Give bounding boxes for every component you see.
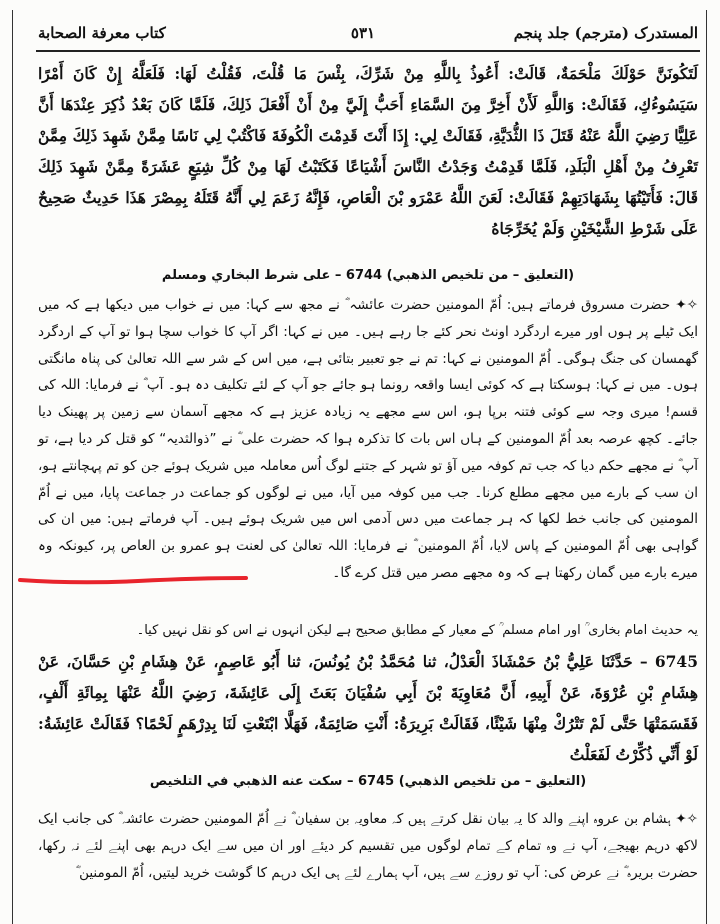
header-book-title: المستدرک (مترجم) جلد پنجم: [513, 24, 698, 42]
red-underline-annotation: [18, 575, 248, 585]
right-page-edge: [706, 10, 707, 924]
urdu-translation-6744: ✧✦ حضرت مسروق فرماتے ہیں: اُمّ المومنین حضرت عائشہ ؓ نے مجھ سے کہا: میں نے خواب میں دیکھا ہے کہ میں ایک ٹیلے پر ہوں اور میرے اردگرد اونٹ نحر کئے جا رہے ہیں۔ میں نے کہا: اگر آپ کا خواب سچا ہوا تو آپ کے اردگرد گھمسان کی جنگ ہوگی۔ اُمّ المومنین نے کہا: تم نے جو تعبیر بتائی ہے، میں اس کے شر سے اللہ تعالیٰ کی پناہ مانگتی ہوں۔ میں نے کہا: ہوسکتا ہے کہ کوئی ایسا واقعہ رونما ہو جائے جو آپ کے لئے تکلیف دہ ہو۔ آپ ؓ نے فرمایا: اللہ کی قسم! میری وجہ سے کوئی فتنہ برپا ہو، اس سے مجھے یہ زیادہ عزیز ہے کہ مجھے آسمان سے زمین پر پھینک دیا جائے۔ کچھ عرصہ بعد اُمّ المومنین کے ہاں اس بات کا تذکرہ ہوا کہ حضرت علی ؓ نے ”ذوالثدیہ“ کو قتل کر دیا ہے، تو آپ ؓ نے مجھے حکم دیا کہ جب تم کوفہ میں آؤ تو شہر کے جتنے لوگ اُس معاملہ میں شریک ہوئے جن کو تم پہچانتے ہو، ان سب کے بارے میں مجھے مطلع کرنا۔ جب میں کوفہ میں آیا، میں نے لوگوں کو جماعت در جماعت پایا، میں نے اُمّ المومنین کی جانب خط لکھا کہ ہر جماعت میں دس آدمی اس میں شریک ہوئے ہیں۔ آپ فرماتے ہیں: میں ان کی گواہی بھی اُمّ المومنین کے پاس لایا، اُمّ المومنین ؓ نے فرمایا: اللہ تعالیٰ کی لعنت ہو عمرو بن العاص پر، کیونکہ وہ میرے بارے میں گمان رکھتا ہے کہ وہ مجھے مصر میں قتل کرے گا۔: [38, 297, 698, 581]
urdu-authenticity-note: یہ حدیث امام بخاری ؒ اور امام مسلم ؒ کے معیار کے مطابق صحیح ہے لیکن انہوں نے اس کو نقل نہیں کیا۔: [136, 623, 698, 638]
page-number: ٥٣١: [350, 24, 376, 42]
left-page-edge: [12, 10, 13, 924]
urdu-translation-6745: ✧✦ ہشام بن عروہ اپنے والد کا یہ بیان نقل کرتے ہیں کہ معاویہ بن سفیان ؓ نے اُمّ المومنین حضرت عائشہ ؓ کی جانب ایک لاکھ درہم بھیجے، آپ نے وہ تمام کے تمام لوگوں میں تقسیم کر دیئے اور ان میں سے ایک درہم بھی اپنے لئے نہ رکھا، حضرت بریرہ ؓ نے عرض کی: آپ تو روزے سے ہیں، آپ ہمارے لئے ہی ایک درہم کا گوشت خرید لیتیں، اُمّ المومنین ؓ: [38, 811, 698, 881]
arabic-hadith-6745: 6745 – حَدَّثَنَا عَلِيُّ بْنُ حَمْشَاذَ الْعَدْلُ، ثنا مُحَمَّدُ بْنُ يُونُسَ، ثنا أَبُو عَاصِمٍ، عَنْ هِشَامِ بْنِ حَسَّانَ، عَنْ هِشَامِ بْنِ عُرْوَةَ، عَنْ أَبِيهِ، أَنَّ مُعَاوِيَةَ بْنَ أَبِي سُفْيَانَ بَعَثَ إِلَى عَائِشَةَ، رَضِيَ اللَّهُ عَنْهَا بِمِائَةِ أَلْفٍ، فَقَسَمَتْهَا حَتَّى لَمْ تَتْرُكْ مِنْهَا شَيْئًا، فَقَالَتْ بَرِيرَةُ: أَنْتِ صَائِمَةٌ، فَهَلَّا ابْتَعْتِ لَنَا بِدِرْهَمٍ لَحْمًا؟ فَقَالَتْ عَائِشَةُ: لَوْ أَنِّي ذُكِّرْتُ لَفَعَلْتُ: [38, 652, 698, 764]
header-chapter-title: کتاب معرفة الصحابة: [38, 24, 166, 42]
dhahabi-note-6745: (التعليق – من تلخيص الذهبي) 6745 – سكت عنه الذهبي في التلخيص: [149, 774, 587, 789]
arabic-hadith-6744: لَتَكُونَنَّ حَوْلَكَ مَلْحَمَةٌ، قَالَتْ: أَعُوذُ بِاللَّهِ مِنْ شَرِّكَ، بِئْسَ مَا قُلْتَ، فَقُلْتُ لَهَا: فَلَعَلَّهُ إِنْ كَانَ أَمْرًا سَيَسُوءُكِ، فَقَالَتْ: وَاللَّهِ لَأَنْ أَخِرَّ مِنَ السَّمَاءِ أَحَبُّ إِلَيَّ مِنْ أَنْ أَفْعَلَ ذَلِكَ، فَلَمَّا كَانَ بَعْدُ ذُكِرَ عِنْدَهَا أَنَّ عَلِيًّا رَضِيَ اللَّهُ عَنْهُ قَتَلَ ذَا الثُّدَيَّةِ، فَقَالَتْ لِي: إِذَا أَنْتَ قَدِمْتَ الْكُوفَةَ فَاكْتُبْ لِي نَاسًا مِمَّنْ شَهِدَ ذَلِكَ مِمَّنْ تَعْرِفُ مِنْ أَهْلِ الْبَلَدِ، فَلَمَّا قَدِمْتُ وَجَدْتُ النَّاسَ أَشْيَاعًا فَكَتَبْتُ لَهَا مِنْ كُلِّ شِيَعٍ عَشَرَةً مِمَّنْ شَهِدَ ذَلِكَ قَالَ: فَأَتَيْتُهَا بِشَهَادَتِهِمْ فَقَالَتْ: لَعَنَ اللَّهُ عَمْرَو بْنَ الْعَاصِ، فَإِنَّهُ زَعَمَ لِي أَنَّهُ قَتَلَهُ بِمِصْرَ هَذَا حَدِيثٌ صَحِيحٌ عَلَى شَرْطِ الشَّيْخَيْنِ وَلَمْ يُخَرِّجَاهُ: [38, 64, 698, 238]
dhahabi-note-6744: (التعليق – من تلخيص الذهبي) 6744 – على شرط البخاري ومسلم: [161, 268, 575, 283]
header-rule: [36, 50, 700, 52]
page-header: [38, 22, 698, 52]
